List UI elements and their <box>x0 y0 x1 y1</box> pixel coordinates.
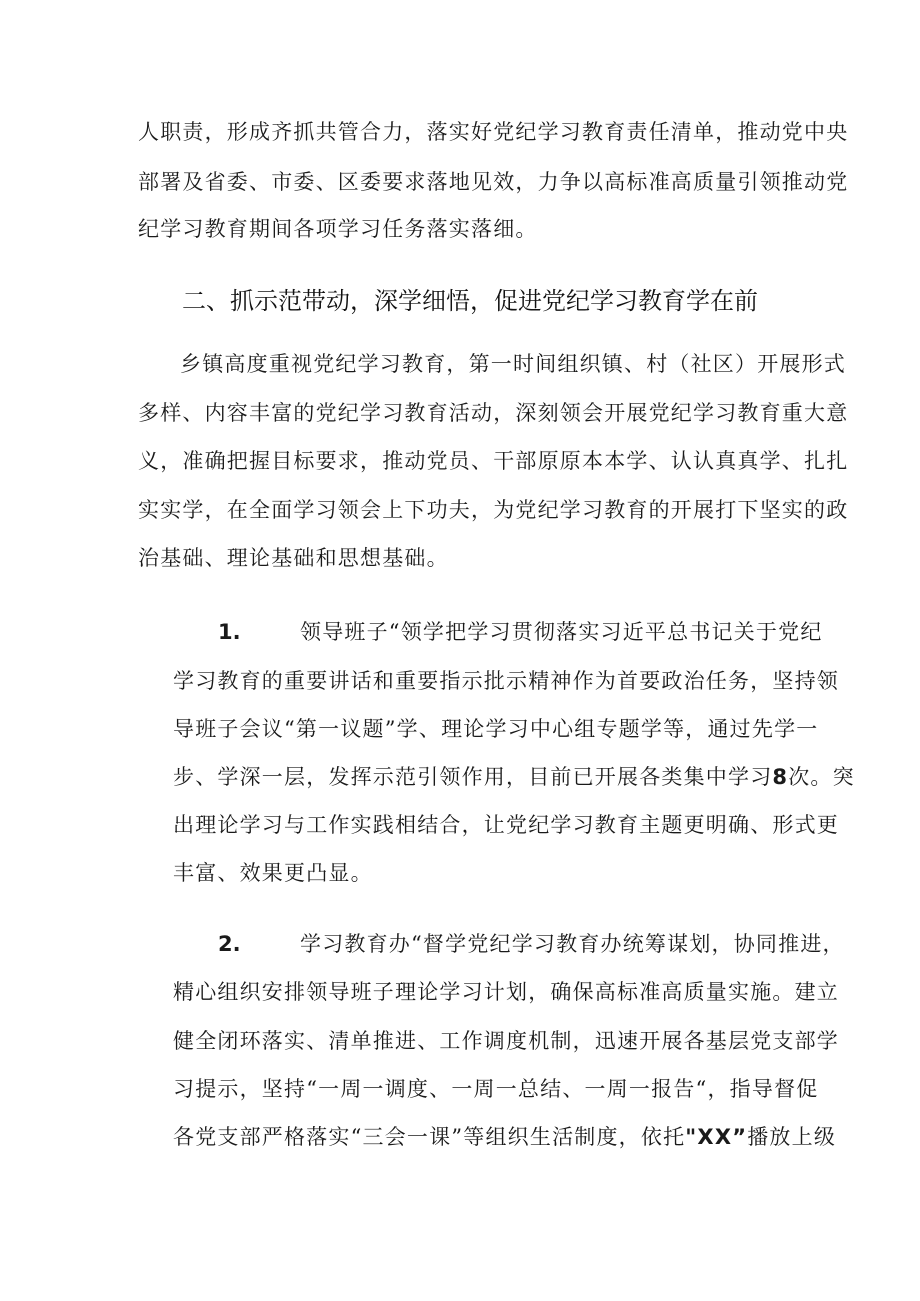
item2-line-2: 精心组织安排领导班子理论学习计划，确保高标准高质量实施。建立 <box>173 980 839 1004</box>
intro-line-3: 纪学习教育期间各项学习任务落实落细。 <box>138 217 538 241</box>
item1-line-4-after: 次。突 <box>788 765 855 789</box>
item2-line-5-before: 各党支部严格落实“三会一课”等组织生活制度，依托 <box>173 1125 686 1149</box>
section-line-2: 多样、内容丰富的党纪学习教育活动，深刻领会开展党纪学习教育重大意 <box>138 401 849 425</box>
item2-number: 2. <box>218 932 241 956</box>
intro-line-1: 人职责，形成齐抓共管合力，落实好党纪学习教育责任清单，推动党中央 <box>138 120 849 144</box>
item1-line-4 <box>173 763 855 791</box>
item1-line-2: 学习教育的重要讲话和重要指示批示精神作为首要政治任务，坚持领 <box>173 669 839 693</box>
study-count: 8 <box>772 765 789 789</box>
item1-line-6: 丰富、效果更凸显。 <box>173 861 373 885</box>
section-line-3: 义，准确把握目标要求，推动党员、干部原原本本学、认认真真学、扎扎 <box>138 449 849 473</box>
item2-line-1: 学习教育办“督学党纪学习教育办统筹谋划，协同推进， <box>300 932 845 956</box>
item2-line-3: 健全闭环落实、清单推进、工作调度机制，迅速开展各基层党支部学 <box>173 1029 839 1053</box>
item1-number: 1. <box>218 620 241 644</box>
section-line-1: 乡镇高度重视党纪学习教育，第一时间组织镇、村（社区）开展形式 <box>180 352 846 376</box>
platform-name: "XX” <box>685 1125 748 1149</box>
item1-line-1: 领导班子“领学把学习贯彻落实习近平总书记关于党纪 <box>300 620 823 644</box>
item1-line-4-before: 步、学深一层，发挥示范引领作用，目前已开展各类集中学习 <box>173 765 773 789</box>
item1-line-3: 导班子会议“第一议题”学、理论学习中心组专题学等，通过先学一 <box>173 717 819 741</box>
item2-line-4: 习提示，坚持“一周一调度、一周一总结、一周一报告“，指导督促 <box>173 1077 819 1101</box>
item2-line-5-after: 播放上级 <box>747 1125 837 1149</box>
section-line-5: 治基础、理论基础和思想基础。 <box>138 546 449 570</box>
section-line-4: 实实学，在全面学习领会上下功夫，为党纪学习教育的开展打下坚实的政 <box>138 498 849 522</box>
section-heading: 二、抓示范带动，深学细悟，促进党纪学习教育学在前 <box>182 287 758 315</box>
item2-line-5 <box>173 1123 836 1151</box>
item1-line-5: 出理论学习与工作实践相结合，让党纪学习教育主题更明确、形式更 <box>173 813 839 837</box>
intro-line-2: 部署及省委、市委、区委要求落地见效，力争以高标准高质量引领推动党 <box>138 170 849 194</box>
